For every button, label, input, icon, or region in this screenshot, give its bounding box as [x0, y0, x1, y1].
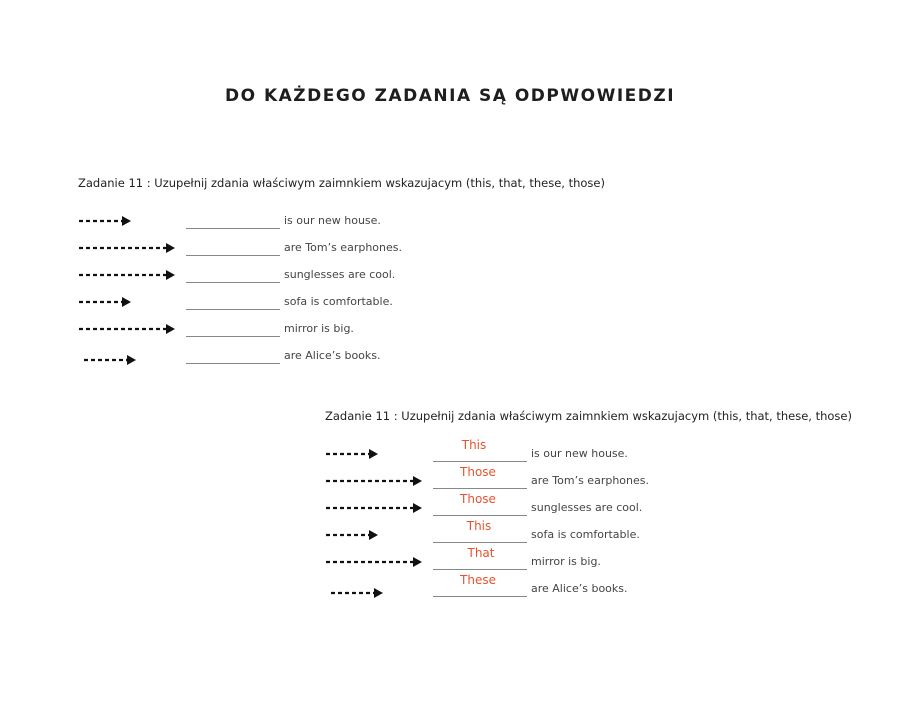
dashed-arrow-icon [83, 353, 143, 367]
sentence-text: sunglesses are cool. [531, 501, 643, 514]
answer-blank[interactable] [186, 268, 280, 283]
exercise-row [78, 349, 498, 369]
answer-text: Those [460, 465, 496, 479]
sentence-text: sunglesses are cool. [284, 268, 396, 281]
exercise-row [325, 573, 865, 602]
exercise-instruction: Zadanie 11 : Uzupełnij zdania właściwym zaimnkiem wskazujacym (this, that, these, those) [325, 409, 852, 423]
dashed-arrow-icon [78, 268, 178, 282]
answer-blank[interactable] [433, 528, 527, 543]
exercise-row [78, 214, 498, 234]
exercise-row [325, 438, 865, 467]
exercise-row [325, 519, 865, 548]
dashed-arrow-icon [325, 555, 425, 569]
sentence-text: mirror is big. [531, 555, 601, 568]
answer-blank[interactable] [186, 214, 280, 229]
answer-blank[interactable] [186, 349, 280, 364]
dashed-arrow-icon [325, 528, 385, 542]
answer-blank[interactable] [433, 474, 527, 489]
exercise-instruction: Zadanie 11 : Uzupełnij zdania właściwym zaimnkiem wskazujacym (this, that, these, those) [78, 176, 605, 190]
exercise-row [325, 492, 865, 521]
dashed-arrow-icon [325, 501, 425, 515]
exercise-row [78, 322, 498, 342]
exercise-row [325, 465, 865, 494]
page-title: DO KAŻDEGO ZADANIA SĄ ODPWOWIEDZI [224, 86, 676, 106]
exercise-row [78, 295, 498, 315]
answer-text: This [461, 438, 487, 452]
dashed-arrow-icon [330, 586, 390, 600]
sentence-text: are Tom’s earphones. [531, 474, 649, 487]
sentence-text: is our new house. [284, 214, 381, 227]
exercise-blank [78, 176, 605, 376]
sentence-text: are Alice’s books. [531, 582, 628, 595]
sentence-text: mirror is big. [284, 322, 354, 335]
answer-blank[interactable] [433, 582, 527, 597]
sentence-text: are Alice’s books. [284, 349, 381, 362]
answer-blank[interactable] [433, 555, 527, 570]
answer-text: That [467, 546, 495, 560]
dashed-arrow-icon [325, 447, 385, 461]
exercise-row [78, 268, 498, 288]
answer-text: Those [460, 492, 496, 506]
answer-blank[interactable] [433, 501, 527, 516]
sentence-text: sofa is comfortable. [531, 528, 640, 541]
answer-text: These [460, 573, 496, 587]
exercise-answers [325, 409, 865, 609]
dashed-arrow-icon [78, 241, 178, 255]
answer-blank[interactable] [186, 241, 280, 256]
dashed-arrow-icon [325, 474, 425, 488]
answer-blank[interactable] [186, 322, 280, 337]
dashed-arrow-icon [78, 322, 178, 336]
exercise-row [78, 241, 498, 261]
answer-blank[interactable] [186, 295, 280, 310]
sentence-text: sofa is comfortable. [284, 295, 393, 308]
dashed-arrow-icon [78, 295, 138, 309]
sentence-text: are Tom’s earphones. [284, 241, 402, 254]
answer-blank[interactable] [433, 447, 527, 462]
dashed-arrow-icon [78, 214, 138, 228]
answer-text: This [466, 519, 492, 533]
sentence-text: is our new house. [531, 447, 628, 460]
exercise-row [325, 546, 865, 575]
